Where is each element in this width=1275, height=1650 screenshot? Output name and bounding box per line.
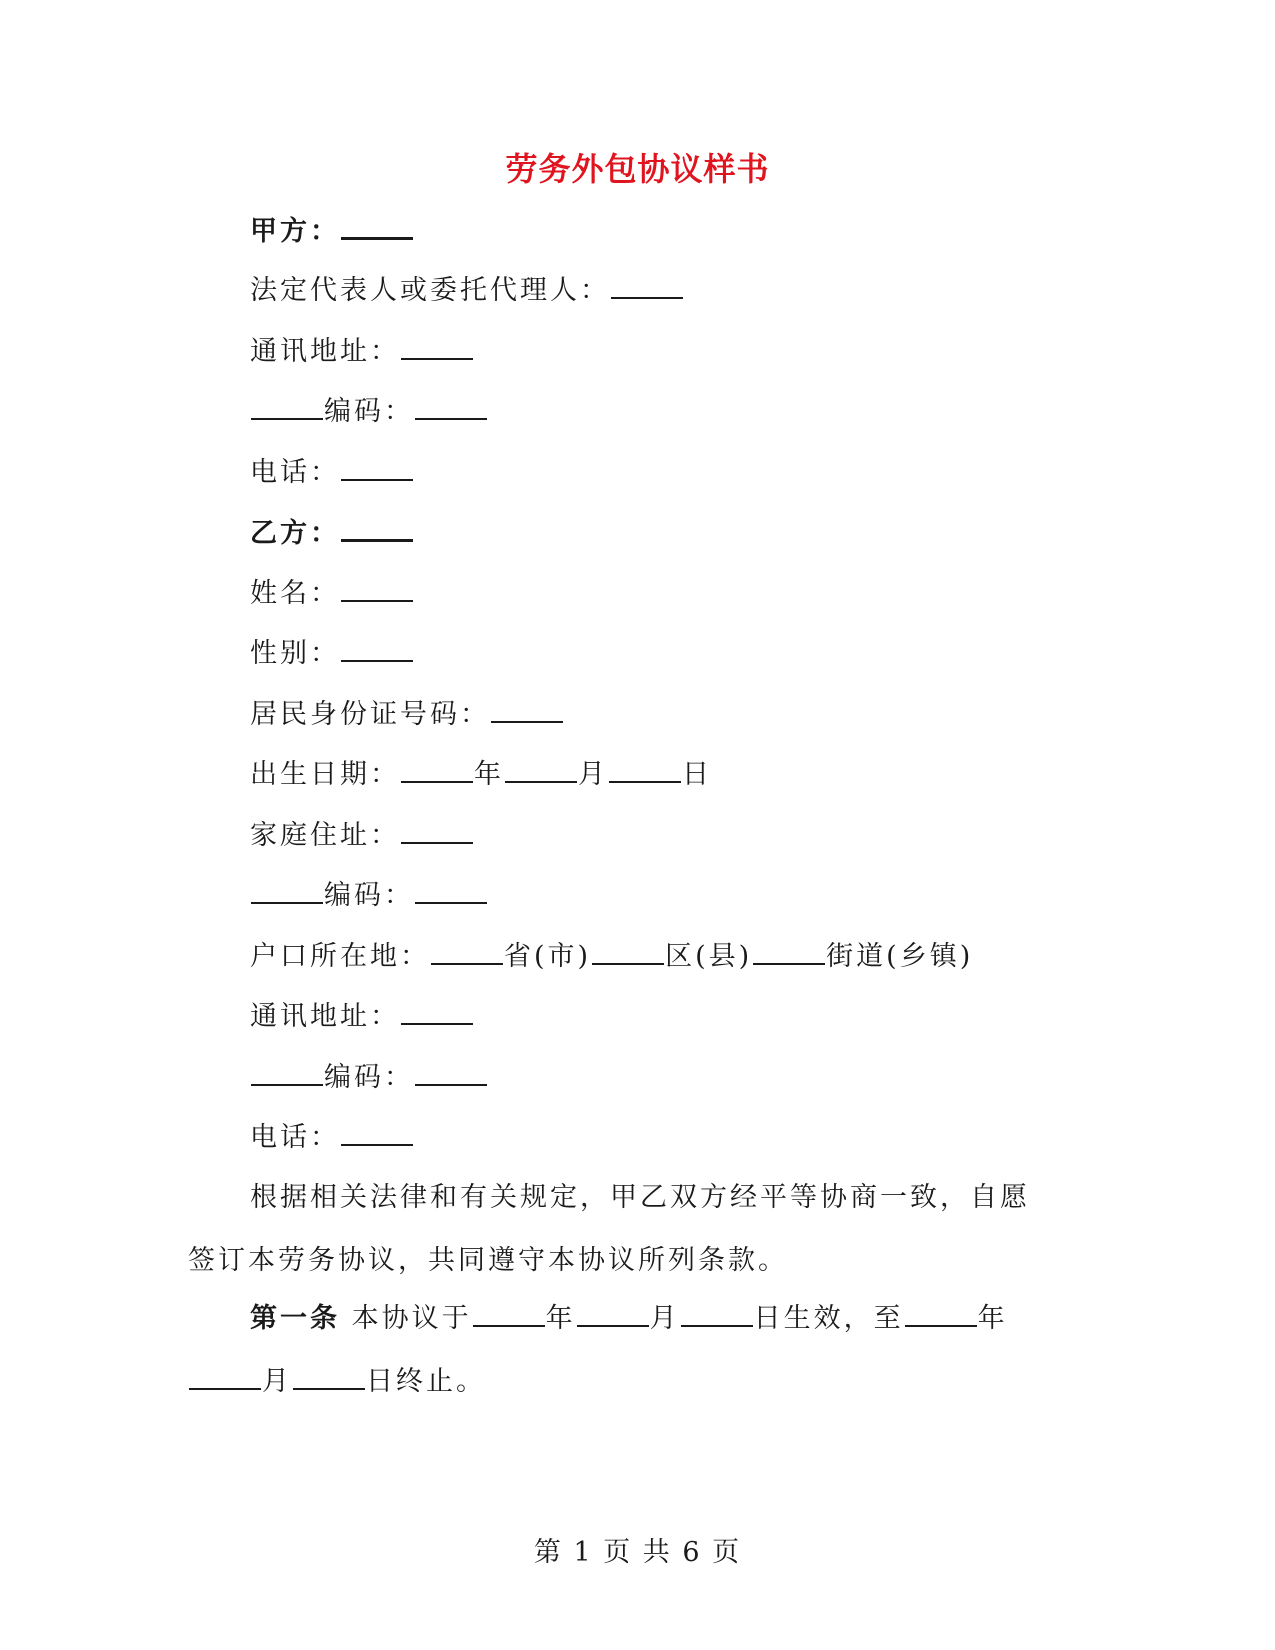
party-b-name-label: 姓名：	[250, 578, 340, 609]
party-b-id-line	[250, 697, 564, 732]
party-a-address-label: 通讯地址：	[250, 336, 400, 367]
fill-blank[interactable]	[905, 1301, 977, 1327]
fill-blank[interactable]	[251, 394, 323, 420]
district-label: 区(县)	[665, 941, 753, 972]
fill-blank[interactable]	[611, 273, 683, 299]
party-b-postcode-line	[250, 878, 488, 913]
article-1-month: 月	[649, 1303, 680, 1334]
article-1-text-2: 日生效，至	[753, 1303, 904, 1334]
fill-blank[interactable]	[293, 1364, 365, 1390]
party-b-gender-line	[250, 636, 414, 671]
party-b-birth-label: 出生日期：	[250, 759, 400, 790]
party-a-heading: 甲方：	[250, 216, 340, 247]
fill-blank[interactable]	[415, 1060, 487, 1086]
fill-blank[interactable]	[505, 757, 577, 783]
article-1-paragraph	[188, 1287, 1058, 1413]
fill-blank[interactable]	[681, 1301, 753, 1327]
fill-blank[interactable]	[401, 757, 473, 783]
fill-blank[interactable]	[415, 394, 487, 420]
fill-blank[interactable]	[415, 878, 487, 904]
party-b-heading-line	[250, 515, 414, 551]
party-b-postcode2-label: 编码：	[324, 1062, 414, 1093]
street-label: 街道(乡镇)	[826, 941, 974, 972]
fill-blank[interactable]	[431, 939, 503, 965]
party-a-phone-line	[250, 455, 414, 490]
party-b-home-line	[250, 818, 474, 853]
article-1-year2: 年	[977, 1303, 1008, 1334]
fill-blank[interactable]	[491, 697, 563, 723]
page-footer: 第 1 页 共 6 页	[533, 1537, 742, 1568]
fill-blank[interactable]	[341, 636, 413, 662]
party-b-address-label: 通讯地址：	[250, 1001, 400, 1032]
party-b-postcode-label: 编码：	[324, 880, 414, 911]
fill-blank[interactable]	[473, 1301, 545, 1327]
party-b-gender-label: 性别：	[250, 638, 340, 669]
article-1-month2: 月	[262, 1366, 292, 1397]
fill-blank[interactable]	[341, 576, 413, 602]
fill-blank[interactable]	[341, 213, 413, 240]
party-b-address-line	[250, 999, 474, 1034]
fill-blank[interactable]	[609, 757, 681, 783]
party-b-birth-line	[250, 757, 712, 792]
fill-blank[interactable]	[577, 1301, 649, 1327]
fill-blank[interactable]	[753, 939, 825, 965]
fill-blank[interactable]	[341, 515, 413, 542]
party-b-phone-line	[250, 1120, 414, 1155]
party-a-postcode-label: 编码：	[324, 396, 414, 427]
day-label: 日	[682, 759, 712, 790]
party-b-postcode2-line	[250, 1060, 488, 1095]
month-label: 月	[578, 759, 608, 790]
fill-blank[interactable]	[189, 1364, 261, 1390]
party-a-representative-label: 法定代表人或委托代理人：	[250, 275, 610, 306]
party-a-address-line	[250, 334, 474, 369]
fill-blank[interactable]	[592, 939, 664, 965]
fill-blank[interactable]	[401, 334, 473, 360]
party-b-heading: 乙方：	[250, 518, 340, 549]
article-1-text-1: 本协议于	[340, 1303, 472, 1334]
article-1-lead: 第一条	[250, 1303, 340, 1334]
year-label: 年	[474, 759, 504, 790]
party-b-home-label: 家庭住址：	[250, 820, 400, 851]
party-b-hukou-label: 户口所在地：	[250, 941, 430, 972]
fill-blank[interactable]	[341, 1120, 413, 1146]
page-title: 劳务外包协议样书	[505, 150, 770, 188]
fill-blank[interactable]	[401, 818, 473, 844]
party-a-postcode-line	[250, 394, 488, 429]
party-b-hukou-line	[250, 939, 973, 974]
party-a-heading-line	[250, 213, 414, 249]
party-b-name-line	[250, 576, 414, 611]
fill-blank[interactable]	[251, 878, 323, 904]
fill-blank[interactable]	[251, 1060, 323, 1086]
intro-paragraph: 根据相关法律和有关规定，甲乙双方经平等协商一致，自愿签订本劳务协议，共同遵守本协议所列条款。	[188, 1182, 1030, 1276]
article-1-year: 年	[545, 1303, 576, 1334]
party-a-representative-line	[250, 273, 684, 308]
article-1-text-3: 日终止。	[366, 1366, 486, 1397]
party-b-phone-label: 电话：	[250, 1122, 340, 1153]
province-label: 省(市)	[504, 941, 592, 972]
fill-blank[interactable]	[341, 455, 413, 481]
party-b-id-label: 居民身份证号码：	[250, 699, 490, 730]
fill-blank[interactable]	[401, 999, 473, 1025]
party-a-phone-label: 电话：	[250, 457, 340, 488]
